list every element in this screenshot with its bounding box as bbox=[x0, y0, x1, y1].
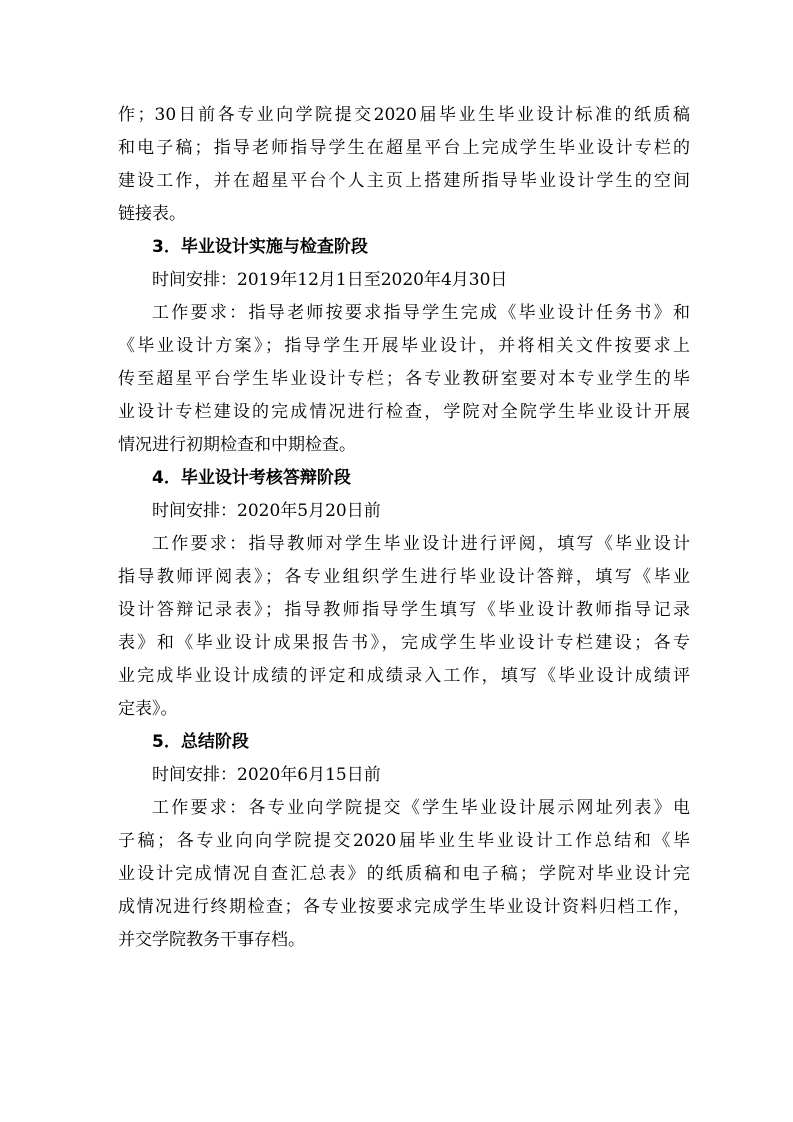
text-line: 业设计完成情况自查汇总表》的纸质稿和电子稿；学院对毕业设计完 bbox=[118, 864, 690, 884]
text-line: 业完成毕业设计成绩的评定和成绩录入工作，填写《毕业设计成绩评 bbox=[118, 666, 690, 686]
text-line: 并交学院教务干事存档。 bbox=[118, 930, 305, 950]
section-5-heading: 5．总结阶段 bbox=[152, 732, 249, 752]
intro-paragraph bbox=[118, 99, 690, 231]
section-3-heading: 3．毕业设计实施与检查阶段 bbox=[152, 237, 368, 257]
text-line: 传至超星平台学生毕业设计专栏；各专业教研室要对本专业学生的毕 bbox=[118, 369, 690, 389]
text-line: 业设计专栏建设的完成情况进行检查，学院对全院学生毕业设计开展 bbox=[118, 402, 690, 422]
text-line: 设计答辩记录表》；指导教师指导学生填写《毕业设计教师指导记录 bbox=[118, 600, 690, 620]
text-line: 作；30日前各专业向学院提交2020届毕业生毕业设计标准的纸质稿 bbox=[118, 105, 690, 125]
text-line: 建设工作，并在超星平台个人主页上搭建所指导毕业设计学生的空间 bbox=[118, 171, 690, 191]
text-line: 和电子稿；指导老师指导学生在超星平台上完成学生毕业设计专栏的 bbox=[118, 138, 690, 158]
text-line: 情况进行初期检查和中期检查。 bbox=[118, 435, 356, 455]
text-line: 《毕业设计方案》；指导学生开展毕业设计，并将相关文件按要求上 bbox=[118, 336, 690, 356]
section-3-requirements bbox=[118, 297, 690, 462]
text-line: 表》和《毕业设计成果报告书》，完成学生毕业设计专栏建设；各专 bbox=[118, 633, 690, 653]
section-5-requirements bbox=[118, 792, 690, 957]
text-line: 定表》。 bbox=[118, 699, 178, 719]
text-line: 指导教师评阅表》；各专业组织学生进行毕业设计答辩，填写《毕业 bbox=[118, 567, 690, 587]
section-5-time: 时间安排：2020年6月15日前 bbox=[152, 765, 381, 785]
text-line: 链接表。 bbox=[118, 204, 186, 224]
section-4-heading: 4．毕业设计考核答辩阶段 bbox=[152, 468, 351, 488]
document-body bbox=[118, 99, 690, 957]
text-line: 成情况进行终期检查；各专业按要求完成学生毕业设计资料归档工作， bbox=[118, 897, 690, 917]
text-line: 工作要求：指导教师对学生毕业设计进行评阅，填写《毕业设计 bbox=[152, 534, 690, 554]
section-3-time: 时间安排：2019年12月1日至2020年4月30日 bbox=[152, 270, 508, 290]
text-line: 工作要求：指导老师按要求指导学生完成《毕业设计任务书》和 bbox=[152, 303, 690, 323]
text-line: 子稿；各专业向向学院提交2020届毕业生毕业设计工作总结和《毕 bbox=[118, 831, 690, 851]
section-4-requirements bbox=[118, 528, 690, 726]
text-line: 工作要求：各专业向学院提交《学生毕业设计展示网址列表》电 bbox=[152, 798, 690, 818]
section-4-time: 时间安排：2020年5月20日前 bbox=[152, 501, 381, 521]
